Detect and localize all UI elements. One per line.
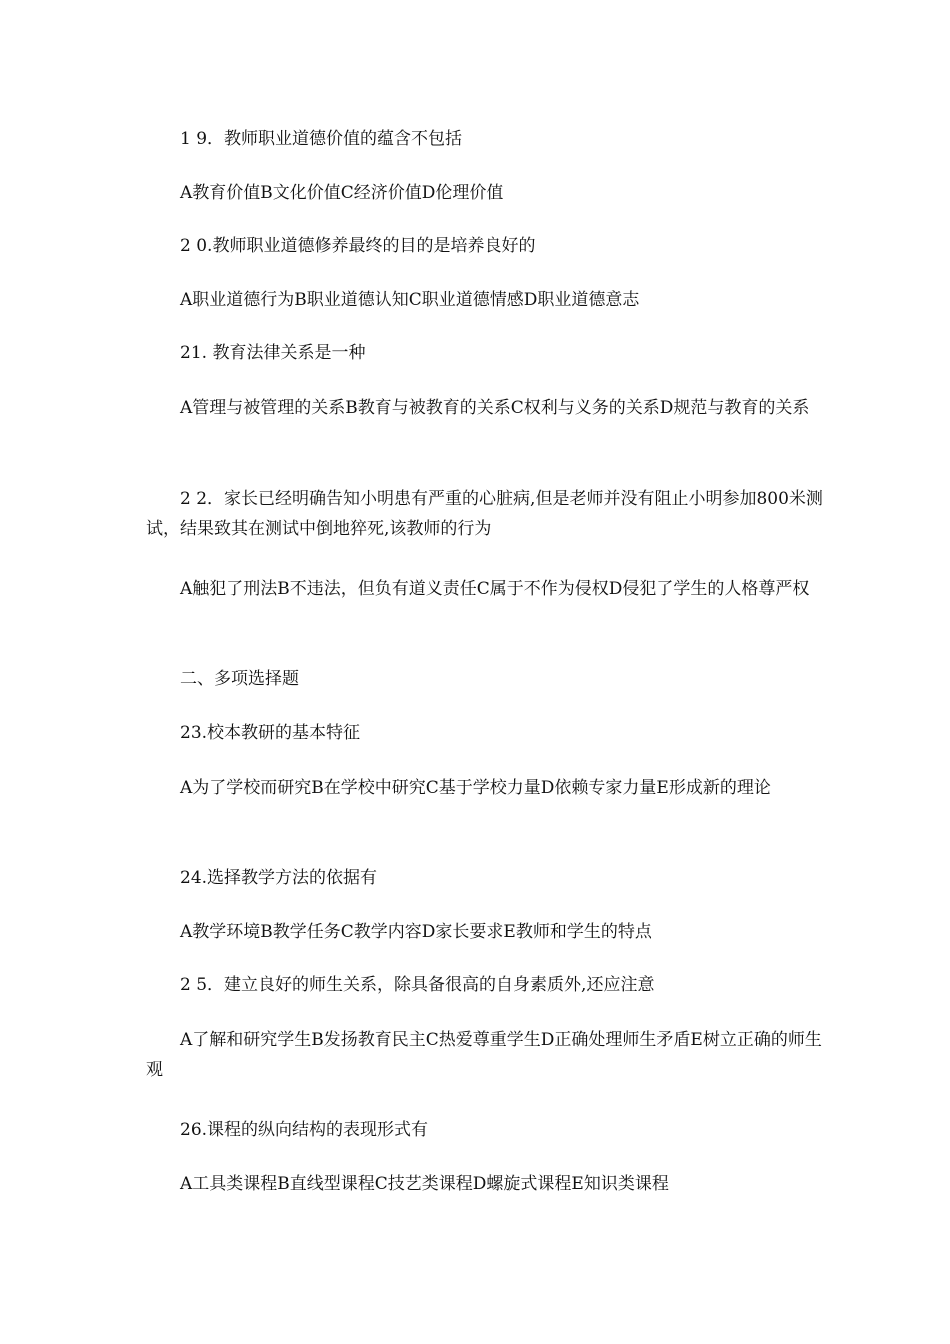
options-25: A了解和研究学生B发扬教育民主C热爱尊重学生D正确处理师生矛盾E树立正确的师生观 [146,1030,822,1080]
question-24: 24.选择教学方法的依据有 [180,868,378,888]
question-23: 23.校本教研的基本特征 [180,723,361,743]
options-19: A教育价值B文化价值C经济价值D伦理价值 [180,183,504,203]
options-22: A触犯了刑法B不违法，但负有道义责任C属于不作为侵权D侵犯了学生的人格尊严权 [180,579,810,599]
section-heading-multiple-choice: 二、多项选择题 [180,669,299,689]
question-19: 1 9．教师职业道德价值的蕴含不包括 [180,129,463,149]
options-26: A工具类课程B直线型课程C技艺类课程D螺旋式课程E知识类课程 [180,1174,669,1194]
question-20: 2 0.教师职业道德修养最终的目的是培养良好的 [180,236,536,256]
options-23: A为了学校而研究B在学校中研究C基于学校力量D依赖专家力量E形成新的理论 [180,778,771,798]
question-26: 26.课程的纵向结构的表现形式有 [180,1120,429,1140]
question-25: 2 5．建立良好的师生关系，除具备很高的自身素质外,还应注意 [180,975,655,995]
options-24: A教学环境B教学任务C教学内容D家长要求E教师和学生的特点 [180,922,652,942]
options-21: A管理与被管理的关系B教育与被教育的关系C权利与义务的关系D规范与教育的关系 [180,398,810,418]
question-21: 21. 教育法律关系是一种 [180,343,366,363]
question-22: 2 2．家长已经明确告知小明患有严重的心脏病,但是老师并没有阻止小明参加800米测试，结果致其在测试中倒地猝死,该教师的行为 [146,489,823,539]
options-20: A职业道德行为B职业道德认知C职业道德情感D职业道德意志 [180,290,640,310]
